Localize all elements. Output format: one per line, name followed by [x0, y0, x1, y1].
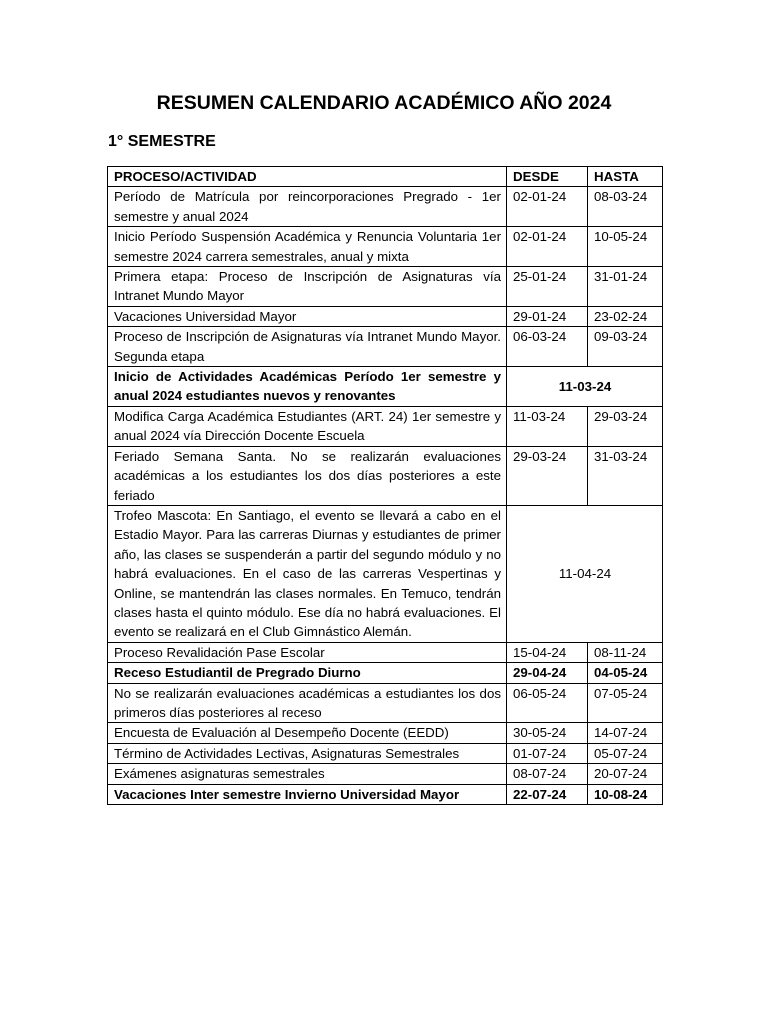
to-date-cell: 04-05-24 — [588, 663, 663, 683]
from-date-cell: 29-01-24 — [507, 306, 588, 326]
from-date-cell: 01-07-24 — [507, 743, 588, 763]
from-date-cell: 02-01-24 — [507, 227, 588, 267]
document-title: RESUMEN CALENDARIO ACADÉMICO AÑO 2024 — [156, 92, 612, 114]
activity-cell: Inicio de Actividades Académicas Período 1er semestre y anual 2024 estudiantes nuevos y renovantes — [108, 367, 507, 407]
from-date-cell: 30-05-24 — [507, 723, 588, 743]
activity-cell: Vacaciones Inter semestre Invierno Universidad Mayor — [108, 784, 507, 804]
to-date-cell: 31-01-24 — [588, 267, 663, 307]
activity-cell: Exámenes asignaturas semestrales — [108, 764, 507, 784]
to-date-cell: 09-03-24 — [588, 327, 663, 367]
table-row — [108, 187, 663, 227]
table-row — [108, 723, 663, 743]
activity-cell: Proceso Revalidación Pase Escolar — [108, 642, 507, 662]
table-row — [108, 764, 663, 784]
from-date-cell: 06-05-24 — [507, 683, 588, 723]
from-date-cell: 08-07-24 — [507, 764, 588, 784]
to-date-cell: 23-02-24 — [588, 306, 663, 326]
from-date-cell: 22-07-24 — [507, 784, 588, 804]
table-row — [108, 227, 663, 267]
from-date-cell: 06-03-24 — [507, 327, 588, 367]
to-date-cell: 14-07-24 — [588, 723, 663, 743]
activity-cell: Encuesta de Evaluación al Desempeño Docente (EEDD) — [108, 723, 507, 743]
table-row — [108, 327, 663, 367]
to-date-cell: 07-05-24 — [588, 683, 663, 723]
table-row — [108, 505, 663, 642]
to-date-cell: 31-03-24 — [588, 446, 663, 505]
from-date-cell: 29-04-24 — [507, 663, 588, 683]
activity-cell: Proceso de Inscripción de Asignaturas vía Intranet Mundo Mayor. Segunda etapa — [108, 327, 507, 367]
single-date-cell: 11-03-24 — [507, 367, 663, 407]
table-row — [108, 784, 663, 804]
to-date-cell: 08-11-24 — [588, 642, 663, 662]
column-header-from: DESDE — [507, 167, 588, 187]
table-row — [108, 683, 663, 723]
table-row — [108, 663, 663, 683]
to-date-cell: 08-03-24 — [588, 187, 663, 227]
from-date-cell: 02-01-24 — [507, 187, 588, 227]
to-date-cell: 05-07-24 — [588, 743, 663, 763]
from-date-cell: 25-01-24 — [507, 267, 588, 307]
from-date-cell: 15-04-24 — [507, 642, 588, 662]
calendar-table — [107, 166, 663, 805]
column-header-to: HASTA — [588, 167, 663, 187]
activity-cell: Término de Actividades Lectivas, Asignaturas Semestrales — [108, 743, 507, 763]
table-row — [108, 306, 663, 326]
table-row — [108, 367, 663, 407]
activity-cell: Período de Matrícula por reincorporaciones Pregrado - 1er semestre y anual 2024 — [108, 187, 507, 227]
column-header-activity: PROCESO/ACTIVIDAD — [108, 167, 507, 187]
activity-cell: Trofeo Mascota: En Santiago, el evento se llevará a cabo en el Estadio Mayor. Para las carreras Diurnas y estudiantes de primer año, las clases se suspenderán a partir del segundo módulo y no habrá evaluaciones. En el caso de las carreras Vespertinas y Online, se mantendrán las clases normales. En Temuco, tendrán clases hasta el quinto módulo. Ese día no habrá evaluaciones. El evento se realizará en el Club Gimnástico Alemán. — [108, 505, 507, 642]
activity-cell: Inicio Período Suspensión Académica y Renuncia Voluntaria 1er semestre 2024 carrera semestrales, anual y mixta — [108, 227, 507, 267]
to-date-cell: 10-05-24 — [588, 227, 663, 267]
section-title: 1° SEMESTRE — [108, 133, 216, 150]
single-date-cell: 11-04-24 — [507, 505, 663, 642]
activity-cell: Primera etapa: Proceso de Inscripción de Asignaturas vía Intranet Mundo Mayor — [108, 267, 507, 307]
from-date-cell: 11-03-24 — [507, 406, 588, 446]
to-date-cell: 29-03-24 — [588, 406, 663, 446]
table-header-row — [108, 167, 663, 187]
to-date-cell: 10-08-24 — [588, 784, 663, 804]
activity-cell: Receso Estudiantil de Pregrado Diurno — [108, 663, 507, 683]
from-date-cell: 29-03-24 — [507, 446, 588, 505]
activity-cell: Vacaciones Universidad Mayor — [108, 306, 507, 326]
table-row — [108, 743, 663, 763]
table-row — [108, 446, 663, 505]
to-date-cell: 20-07-24 — [588, 764, 663, 784]
activity-cell: Feriado Semana Santa. No se realizarán evaluaciones académicas a los estudiantes los dos días posteriores a este feriado — [108, 446, 507, 505]
table-row — [108, 267, 663, 307]
activity-cell: Modifica Carga Académica Estudiantes (ART. 24) 1er semestre y anual 2024 vía Dirección Docente Escuela — [108, 406, 507, 446]
activity-cell: No se realizarán evaluaciones académicas a estudiantes los dos primeros días posteriores al receso — [108, 683, 507, 723]
table-row — [108, 642, 663, 662]
table-row — [108, 406, 663, 446]
